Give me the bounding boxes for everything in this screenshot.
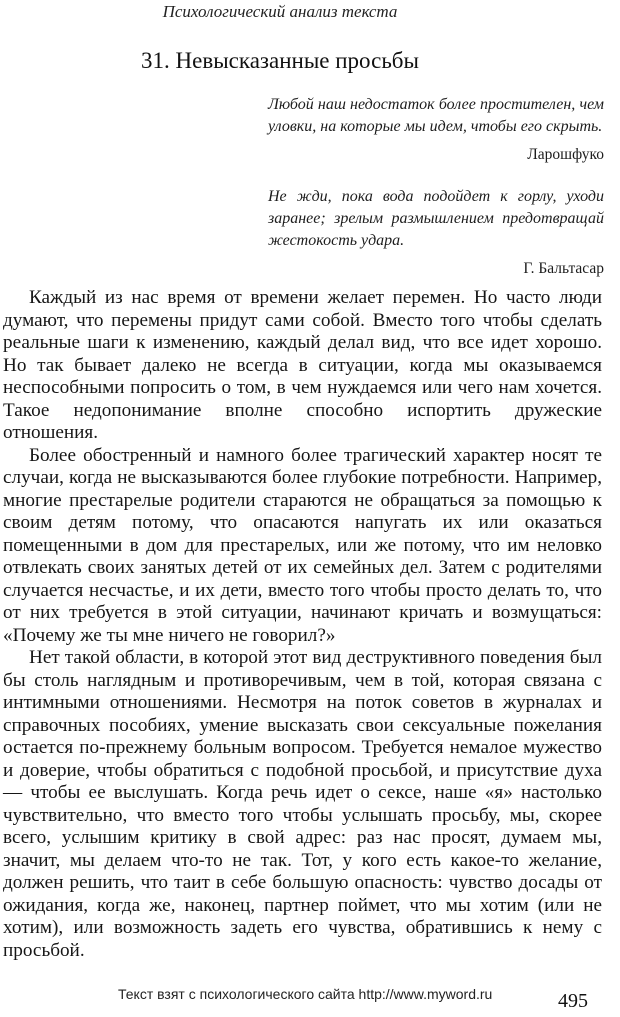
chapter-title: 31. Невысказанные просьбы — [141, 48, 419, 73]
epigraph — [268, 186, 604, 280]
epigraph-author: Г. Бальтасар — [523, 260, 604, 277]
page-number: 495 — [558, 990, 588, 1012]
paragraph: Каждый из нас время от времени желает перемен. Но часто люди думают, что перемены придут сами собой. Вместо того чтобы сделать реальные шаги к изменению, каждый делал вид, что все идет хорошо. Но так бывает далеко не всегда в ситуации, когда мы оказываемся неспособными попросить о том, в чем нуждаемся или чего нам хочется. Такое недопонимание вполне способно испортить дружеские отношения. — [3, 287, 602, 443]
source-credit-link[interactable]: Текст взят с психологического сайта http://www.myword.ru — [118, 986, 493, 1002]
epigraph — [268, 94, 604, 166]
running-head: Психологический анализ текста — [162, 2, 398, 21]
epigraph-text: Любой наш недостаток более простителен, чем уловки, на которые мы идем, чтобы его скрыть. — [268, 96, 604, 135]
body-text — [3, 287, 602, 962]
paragraph: Более обостренный и намного более трагический характер носят те случаи, когда не высказываются более глубокие потребности. Например, многие престарелые родители стараются не обращаться за помощью к своим детям потому, что опасаются напугать их или оказаться помещенными в дом для престарелых, или же потому, что им неловко отвлекать своих занятых детей от их семейных дел. Затем с родителями случается несчастье, и их дети, вместо того чтобы просто делать то, что от них требуется в этой ситуации, начинают кричать и возмущаться: «Почему же ты мне ничего не говорил?» — [3, 444, 602, 646]
epigraph-text: Не жди, пока вода подойдет к горлу, уходи заранее; зрелым размышлением предотвращай жестокость удара. — [268, 188, 604, 249]
epigraph-author: Ларошфуко — [527, 146, 604, 163]
paragraph: Нет такой области, в которой этот вид деструктивного поведения был бы столь наглядным и противоречивым, чем в той, которая связана с интимными отношениями. Несмотря на поток советов в журналах и справочных пособиях, умение высказать свои сексуальные пожелания остается по-прежнему больным вопросом. Требуется немалое мужество и доверие, чтобы обратиться с подобной просьбой, и присутствие духа — чтобы ее выслушать. Когда речь идет о сексе, наше «я» настолько чувствительно, что вместо того чтобы услышать просьбу, мы, скорее всего, услышим критику в свой адрес: раз нас просят, думаем мы, значит, мы делаем что-то не так. Тот, у кого есть какое-то желание, должен решить, что таит в себе большую опасность: чувство досады от ожидания, когда же, наконец, партнер поймет, что мы хотим (или не хотим), или возможность задеть его чувства, обратившись к нему с просьбой. — [3, 647, 602, 961]
